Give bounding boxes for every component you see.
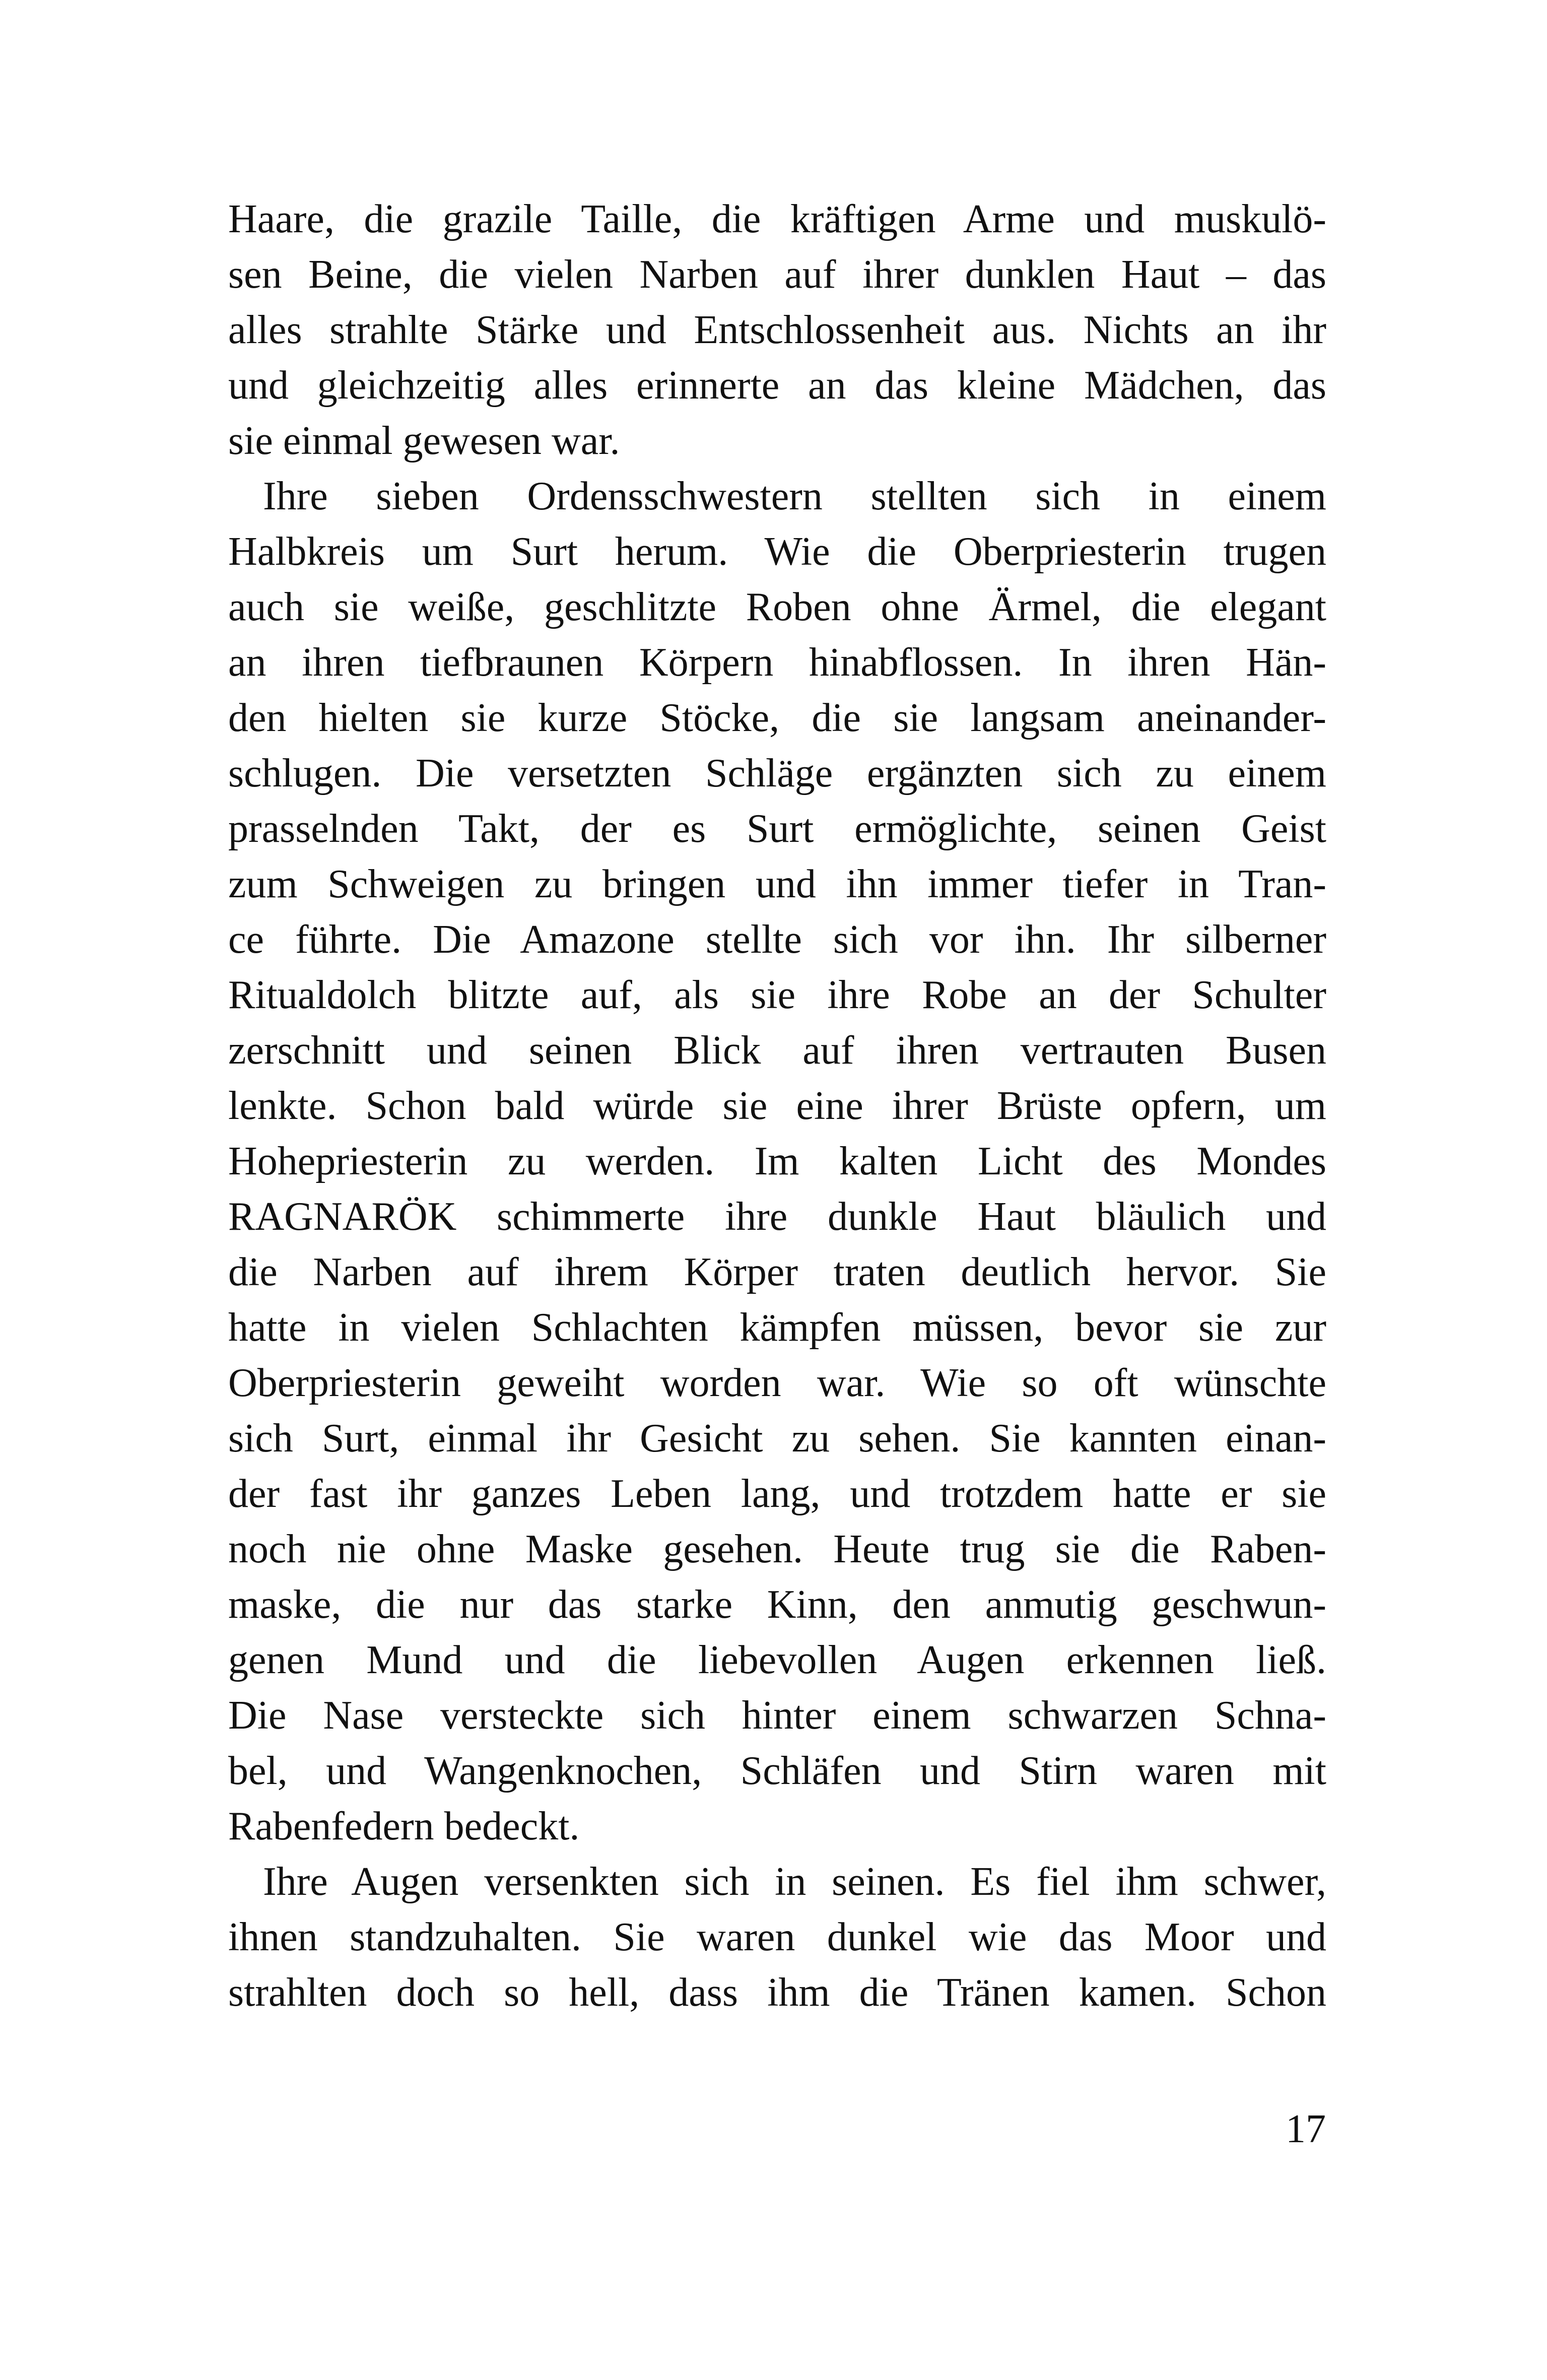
text-line: die Narben auf ihrem Körper traten deutlich hervor. Sie	[228, 1250, 1326, 1294]
text-line: genen Mund und die liebevollen Augen erkennen ließ.	[228, 1638, 1326, 1682]
text-line: bel, und Wangenknochen, Schläfen und Stirn waren mit	[228, 1749, 1326, 1793]
text-line: Rabenfedern bedeckt.	[228, 1804, 580, 1848]
text-line: ce führte. Die Amazone stellte sich vor ihn. Ihr silberner	[228, 917, 1326, 962]
text-line: Ihre sieben Ordensschwestern stellten sich in einem	[263, 474, 1326, 518]
text-line: sen Beine, die vielen Narben auf ihrer dunklen Haut – das	[228, 252, 1326, 297]
text-line: maske, die nur das starke Kinn, den anmutig geschwun-	[228, 1582, 1326, 1627]
text-line: Die Nase versteckte sich hinter einem schwarzen Schna-	[228, 1693, 1326, 1738]
text-line: der fast ihr ganzes Leben lang, und trotzdem hatte er sie	[228, 1472, 1326, 1516]
text-line: Haare, die grazile Taille, die kräftigen Arme und muskulö-	[228, 197, 1326, 241]
text-line: auch sie weiße, geschlitzte Roben ohne Ärmel, die elegant	[228, 585, 1326, 629]
text-line: strahlten doch so hell, dass ihm die Tränen kamen. Schon	[228, 1970, 1326, 2015]
text-line: Halbkreis um Surt herum. Wie die Oberpriesterin trugen	[228, 530, 1326, 574]
text-line: an ihren tiefbraunen Körpern hinabflossen. In ihren Hän-	[228, 640, 1326, 685]
text-line: Oberpriesterin geweiht worden war. Wie so oft wünschte	[228, 1361, 1326, 1405]
paragraph	[228, 191, 1326, 469]
text-line: alles strahlte Stärke und Entschlossenheit aus. Nichts an ihr	[228, 308, 1326, 352]
text-line: noch nie ohne Maske gesehen. Heute trug sie die Raben-	[228, 1527, 1326, 1571]
text-line: Ihre Augen versenkten sich in seinen. Es fiel ihm schwer,	[263, 1860, 1326, 1904]
paragraph	[228, 469, 1326, 1854]
text-line: lenkte. Schon bald würde sie eine ihrer Brüste opfern, um	[228, 1084, 1326, 1128]
text-line: zerschnitt und seinen Blick auf ihren vertrauten Busen	[228, 1028, 1326, 1073]
text-line: Hohepriesterin zu werden. Im kalten Licht des Mondes	[228, 1139, 1326, 1183]
text-line: prasselnden Takt, der es Surt ermöglichte, seinen Geist	[228, 807, 1326, 851]
text-line: schlugen. Die versetzten Schläge ergänzten sich zu einem	[228, 751, 1326, 796]
paragraph	[228, 1854, 1326, 2020]
text-line: Ritualdolch blitzte auf, als sie ihre Robe an der Schulter	[228, 973, 1326, 1017]
body-text	[228, 191, 1326, 2020]
text-line: RAGNARÖK schimmerte ihre dunkle Haut bläulich und	[228, 1195, 1326, 1239]
text-line: sich Surt, einmal ihr Gesicht zu sehen. Sie kannten einan-	[228, 1416, 1326, 1461]
text-line: sie einmal gewesen war.	[228, 419, 620, 463]
text-line: hatte in vielen Schlachten kämpfen müssen, bevor sie zur	[228, 1305, 1326, 1350]
text-line: und gleichzeitig alles erinnerte an das kleine Mädchen, das	[228, 363, 1326, 408]
page-number: 17	[1286, 2107, 1326, 2151]
text-line: ihnen standzuhalten. Sie waren dunkel wie das Moor und	[228, 1915, 1326, 1959]
text-line: zum Schweigen zu bringen und ihn immer tiefer in Tran-	[228, 862, 1326, 906]
text-line: den hielten sie kurze Stöcke, die sie langsam aneinander-	[228, 696, 1326, 740]
